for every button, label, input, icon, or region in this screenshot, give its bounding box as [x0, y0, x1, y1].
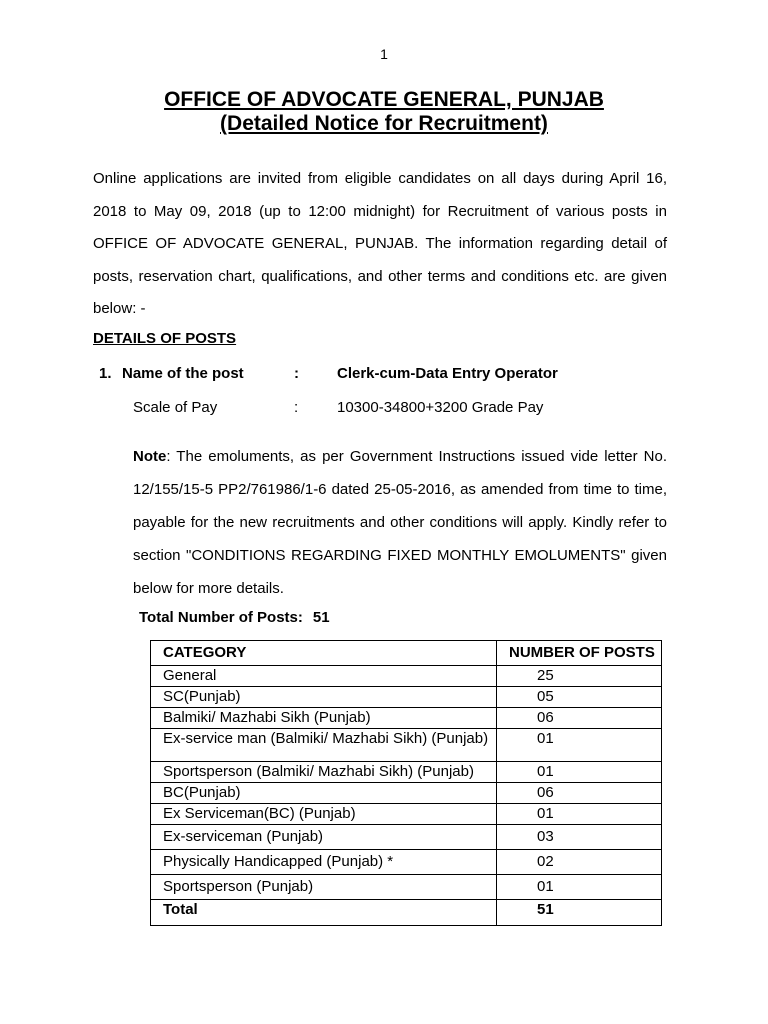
count-cell: 01: [497, 875, 662, 900]
total-posts-label: Total Number of Posts:: [139, 609, 303, 626]
table-row: [151, 783, 662, 804]
table-row: [151, 762, 662, 783]
count-cell: 01: [497, 804, 662, 825]
count-cell: 03: [497, 825, 662, 850]
pay-scale-colon: :: [294, 399, 299, 416]
category-cell: SC(Punjab): [151, 687, 497, 708]
category-cell: Ex Serviceman(BC) (Punjab): [151, 804, 497, 825]
details-of-posts-heading: DETAILS OF POSTS: [93, 330, 237, 347]
table-total-row: [151, 900, 662, 926]
total-posts-line: [139, 609, 330, 626]
table-row: [151, 804, 662, 825]
table-header-row: [151, 641, 662, 666]
count-cell: 06: [497, 708, 662, 729]
category-cell: BC(Punjab): [151, 783, 497, 804]
count-cell: 01: [497, 729, 662, 762]
category-cell: Sportsperson (Balmiki/ Mazhabi Sikh) (Punjab): [151, 762, 497, 783]
count-cell: 02: [497, 850, 662, 875]
pay-scale-value: 10300-34800+3200 Grade Pay: [337, 399, 544, 416]
table-row: [151, 666, 662, 687]
note-paragraph: [133, 440, 667, 605]
category-header: CATEGORY: [151, 641, 497, 666]
table-row: [151, 687, 662, 708]
count-cell: 01: [497, 762, 662, 783]
category-cell: Sportsperson (Punjab): [151, 875, 497, 900]
page-number: 1: [380, 46, 388, 62]
post-name-colon: :: [294, 365, 299, 382]
office-title: OFFICE OF ADVOCATE GENERAL, PUNJAB: [164, 88, 604, 111]
category-cell: Ex-service man (Balmiki/ Mazhabi Sikh) (Punjab): [151, 729, 497, 762]
notice-subtitle: (Detailed Notice for Recruitment): [220, 112, 548, 135]
total-count-cell: 51: [497, 900, 662, 926]
count-cell: 25: [497, 666, 662, 687]
post-number: 1.: [99, 365, 112, 382]
table-row: [151, 875, 662, 900]
post-name-value: Clerk-cum-Data Entry Operator: [337, 365, 558, 382]
number-of-posts-header: NUMBER OF POSTS: [497, 641, 662, 666]
table-row: [151, 825, 662, 850]
category-cell: Balmiki/ Mazhabi Sikh (Punjab): [151, 708, 497, 729]
table-row: [151, 708, 662, 729]
table-row: [151, 729, 662, 762]
count-cell: 06: [497, 783, 662, 804]
post-name-label: Name of the post: [122, 365, 244, 382]
note-text: : The emoluments, as per Government Instructions issued vide letter No. 12/155/15-5 PP2/761986/1-6 dated 25-05-2016, as amended from time to time, payable for the new recruitments and other conditions will apply. Kindly refer to section "CONDITIONS REGARDING FIXED MONTHLY EMOLUMENTS" given below for more details.: [133, 448, 667, 597]
note-label: Note: [133, 448, 167, 465]
category-cell: Ex-serviceman (Punjab): [151, 825, 497, 850]
posts-table: [150, 640, 662, 926]
total-posts-value: 51: [312, 609, 330, 626]
total-label-cell: Total: [151, 900, 497, 926]
table-row: [151, 850, 662, 875]
category-cell: Physically Handicapped (Punjab) *: [151, 850, 497, 875]
intro-paragraph: Online applications are invited from eligible candidates on all days during April 16, 2018 to May 09, 2018 (up to 12:00 midnight) for Recruitment of various posts in OFFICE OF ADVOCATE GENERAL, PUNJAB. The information regarding detail of posts, reservation chart, qualifications, and other terms and conditions etc. are given below: -: [93, 170, 667, 317]
count-cell: 05: [497, 687, 662, 708]
pay-scale-label: Scale of Pay: [133, 399, 218, 416]
category-cell: General: [151, 666, 497, 687]
